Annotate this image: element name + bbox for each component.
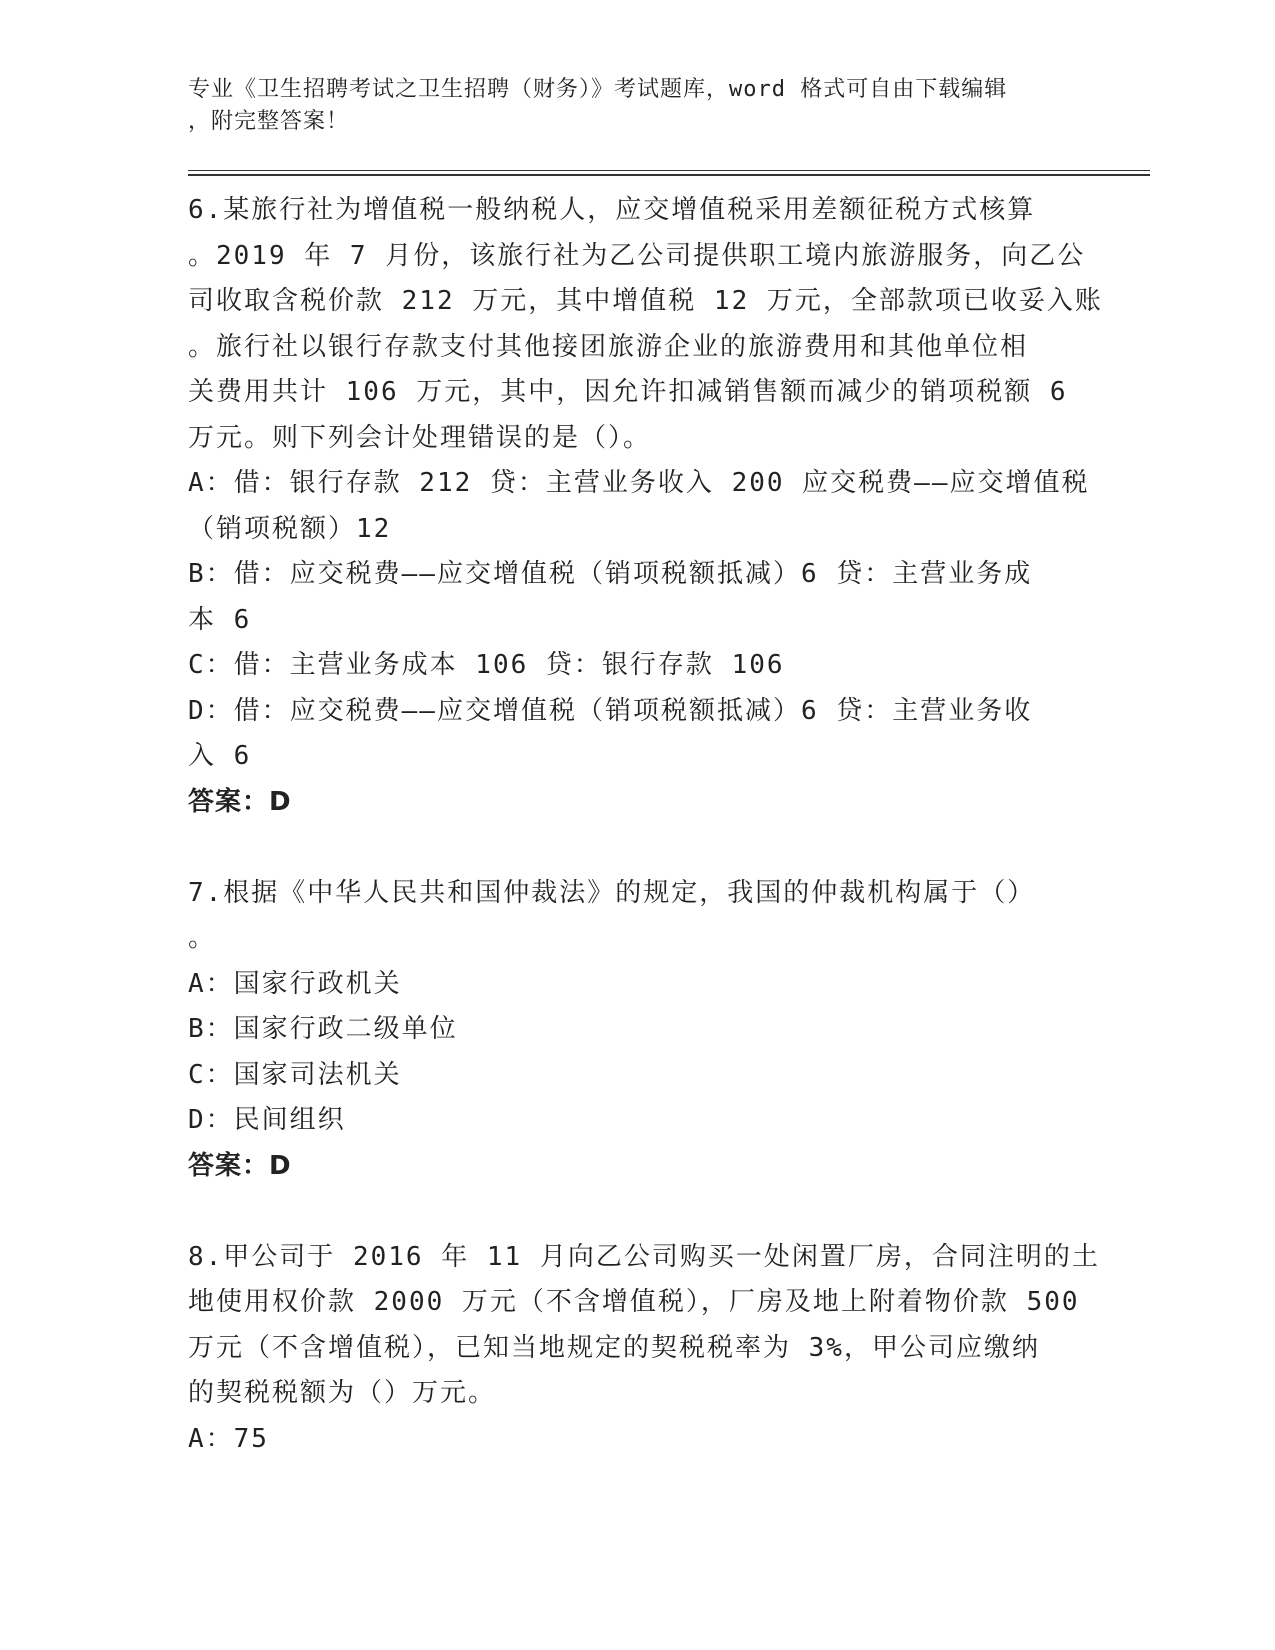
header-line-2: ，附完整答案！ bbox=[188, 109, 350, 134]
question-spacer bbox=[188, 825, 1108, 871]
question-stem-line: 万元（不含增值税），已知当地规定的契税税率为 3%，甲公司应缴纳 bbox=[188, 1332, 1040, 1363]
header-divider-thick bbox=[188, 174, 1150, 176]
question-stem-line: 8.甲公司于 2016 年 11 月向乙公司购买一处闲置厂房，合同注明的土 bbox=[188, 1241, 1100, 1272]
option-d: D：民间组织 bbox=[188, 1105, 346, 1135]
question-spacer bbox=[188, 1189, 1108, 1235]
answer-label: 答案：D bbox=[188, 1150, 292, 1181]
question-stem-line: 。2019 年 7 月份，该旅行社为乙公司提供职工境内旅游服务，向乙公 bbox=[188, 240, 1086, 271]
question-7 bbox=[188, 871, 1108, 1190]
question-6 bbox=[188, 188, 1108, 825]
option-a: A：借：银行存款 212 贷：主营业务收入 200 应交税费——应交增值税 bbox=[188, 468, 1090, 498]
option-a: A：75 bbox=[188, 1423, 269, 1454]
option-c: C：国家司法机关 bbox=[188, 1059, 402, 1090]
option-a: A：国家行政机关 bbox=[188, 968, 402, 999]
question-8 bbox=[188, 1235, 1108, 1463]
question-stem-line: 司收取含税价款 212 万元，其中增值税 12 万元，全部款项已收妥入账 bbox=[188, 286, 1103, 316]
question-stem-line: 万元。则下列会计处理错误的是（）。 bbox=[188, 422, 652, 453]
option-d: D：借：应交税费——应交增值税（销项税额抵减）6 贷：主营业务收 bbox=[188, 695, 1033, 726]
option-c: C：借：主营业务成本 106 贷：银行存款 106 bbox=[188, 650, 785, 680]
option-b: B：国家行政二级单位 bbox=[188, 1014, 458, 1044]
question-stem-line: 关费用共计 106 万元，其中，因允许扣减销售额而减少的销项税额 6 bbox=[188, 377, 1068, 407]
header-divider-thin bbox=[188, 170, 1150, 171]
option-d-cont: 入 6 bbox=[188, 741, 252, 771]
answer-label: 答案：D bbox=[188, 786, 292, 817]
question-stem-line: 。旅行社以银行存款支付其他接团旅游企业的旅游费用和其他单位相 bbox=[188, 331, 1029, 362]
question-stem-line: 7.根据《中华人民共和国仲裁法》的规定，我国的仲裁机构属于（） bbox=[188, 877, 1036, 908]
option-b-cont: 本 6 bbox=[188, 604, 252, 635]
option-a-cont: （销项税额）12 bbox=[188, 513, 392, 544]
question-stem-line: 。 bbox=[188, 923, 217, 953]
option-b: B：借：应交税费——应交增值税（销项税额抵减）6 贷：主营业务成 bbox=[188, 559, 1033, 589]
question-stem-line: 地使用权价款 2000 万元（不含增值税），厂房及地上附着物价款 500 bbox=[188, 1287, 1080, 1317]
question-stem-line: 的契税税额为（）万元。 bbox=[188, 1378, 497, 1408]
document-header bbox=[188, 74, 1068, 138]
question-list bbox=[188, 188, 1108, 1462]
question-stem-line: 6.某旅行社为增值税一般纳税人，应交增值税采用差额征税方式核算 bbox=[188, 195, 1036, 225]
header-line-1: 专业《卫生招聘考试之卫生招聘（财务）》考试题库，word 格式可自由下载编辑 bbox=[188, 77, 1008, 102]
